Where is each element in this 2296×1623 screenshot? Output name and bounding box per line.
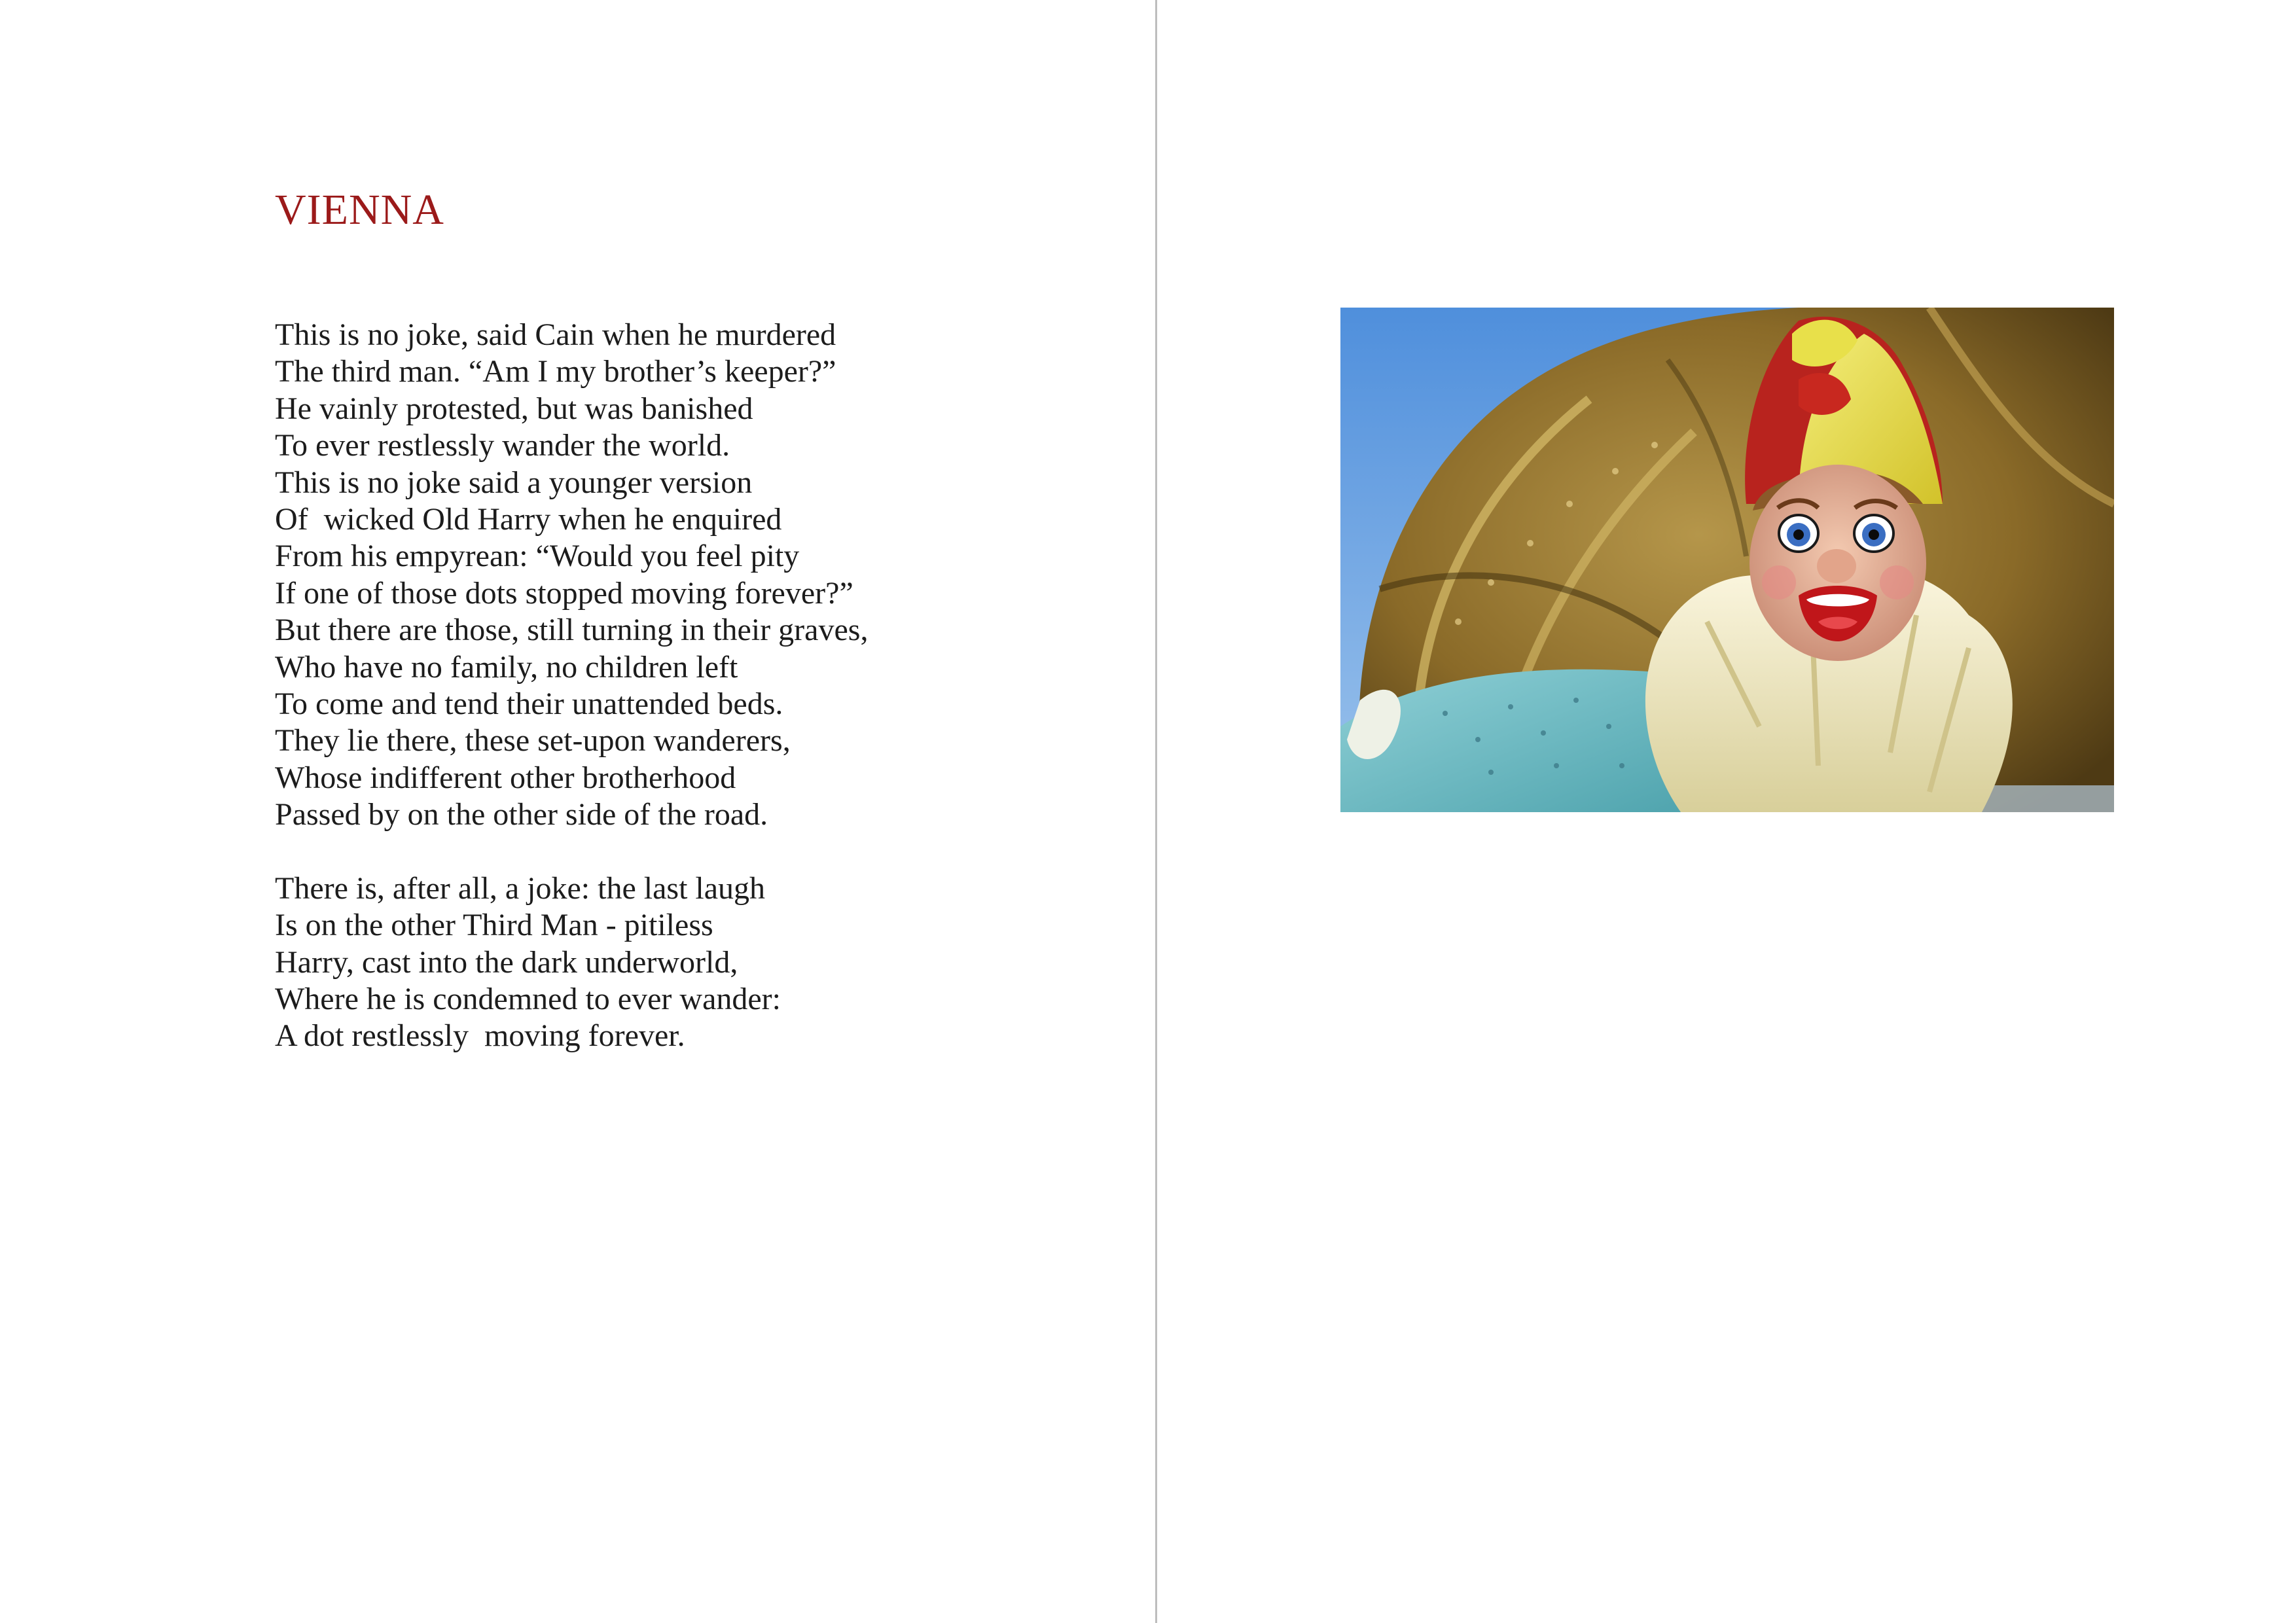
poem-line: The third man. “Am I my brother’s keeper?” [275, 354, 836, 389]
poem-line: To ever restlessly wander the world. [275, 428, 730, 463]
stanza-1 [275, 317, 1126, 834]
poem-line: This is no joke, said Cain when he murdered [275, 317, 836, 352]
clown-face [1749, 465, 1926, 661]
stanza-2 [275, 870, 1126, 1055]
poem-line: Who have no family, no children left [275, 649, 738, 685]
poem-line: To come and tend their unattended beds. [275, 687, 783, 722]
poem-line: From his empyrean: “Would you feel pity [275, 539, 800, 574]
clown-figure-photo [1340, 308, 2114, 812]
poem-line: Harry, cast into the dark underworld, [275, 944, 738, 980]
poem-line: They lie there, these set-upon wanderers, [275, 723, 791, 758]
poem-line: But there are those, still turning in their graves, [275, 613, 869, 648]
poem-line: A dot restlessly moving forever. [275, 1018, 685, 1054]
poem-line: He vainly protested, but was banished [275, 391, 753, 426]
poem-line: If one of those dots stopped moving forever?” [275, 575, 853, 611]
poem-body [275, 317, 1126, 1092]
poem-line: Where he is condemned to ever wander: [275, 981, 781, 1016]
poem-title: VIENNA [275, 186, 444, 234]
poem-line: This is no joke said a younger version [275, 465, 753, 500]
poem-line: Is on the other Third Man - pitiless [275, 908, 713, 943]
poem-line: There is, after all, a joke: the last laugh [275, 870, 766, 906]
poem-line: Passed by on the other side of the road. [275, 797, 768, 832]
poem-line: Whose indifferent other brotherhood [275, 760, 736, 795]
page-gutter-divider [1155, 0, 1157, 1623]
poem-line: Of wicked Old Harry when he enquired [275, 502, 782, 537]
